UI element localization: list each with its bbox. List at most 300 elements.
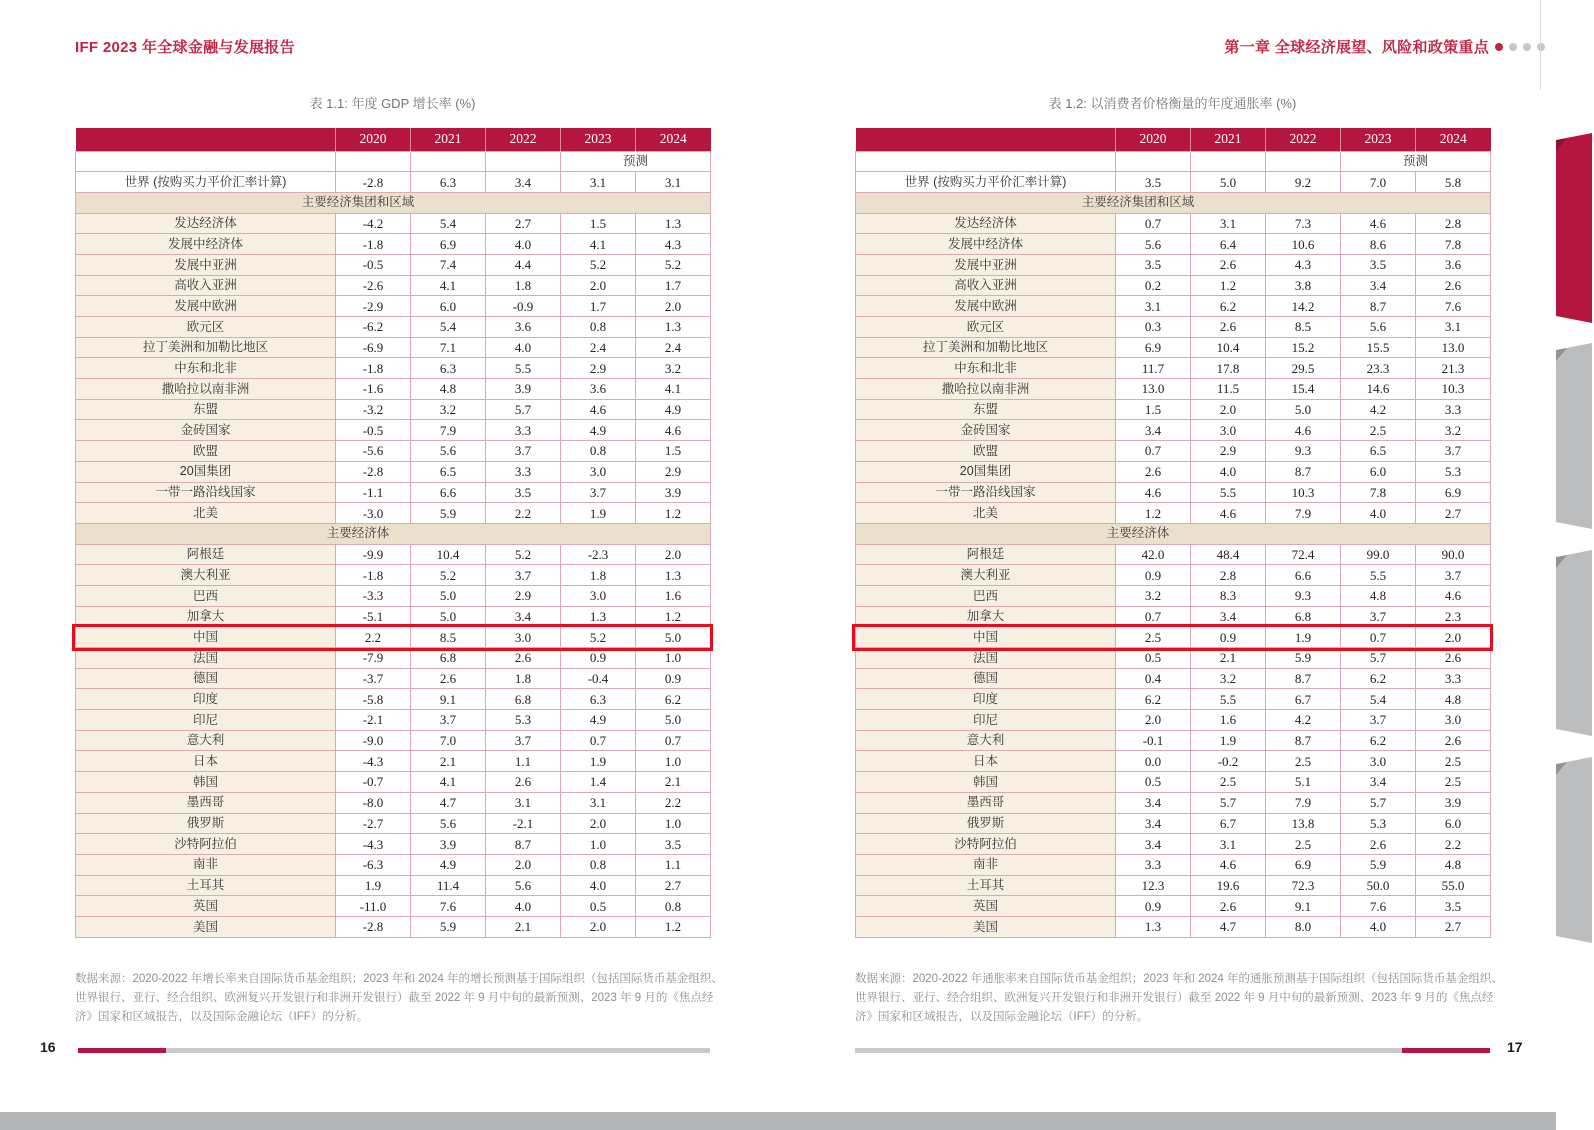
value-cell: 2.5 [1416,751,1491,772]
value-cell: 72.3 [1266,875,1341,896]
value-cell: 6.2 [636,689,711,710]
value-cell: 4.1 [561,234,636,255]
value-cell: 2.7 [636,875,711,896]
table-row [76,234,711,255]
value-cell: 5.2 [411,565,486,586]
table-row [856,254,1491,275]
row-label-cell: 沙特阿拉伯 [856,834,1116,855]
value-cell: 8.3 [1191,585,1266,606]
forecast-row [76,151,711,172]
table-row [856,730,1491,751]
value-cell: 3.4 [1116,792,1191,813]
row-label-cell: 英国 [856,896,1116,917]
value-cell: 1.0 [636,813,711,834]
value-cell: 15.2 [1266,337,1341,358]
value-cell: 3.8 [1266,275,1341,296]
value-cell: 2.1 [1191,648,1266,669]
value-cell: 4.8 [411,379,486,400]
value-cell: 1.5 [561,213,636,234]
section-header-cell: 主要经济体 [76,523,711,544]
table-row [76,627,711,648]
value-cell: 3.9 [411,834,486,855]
tab-fold-shadow [1556,555,1567,568]
value-cell: 6.9 [1416,482,1491,503]
table-row [76,420,711,441]
row-label-cell: 北美 [856,503,1116,524]
value-cell: 0.7 [1116,213,1191,234]
table-row [856,565,1491,586]
value-cell: 6.6 [1266,565,1341,586]
table-row [856,234,1491,255]
value-cell: 4.6 [1191,854,1266,875]
value-cell: 4.8 [1416,689,1491,710]
bookmark-tab-active[interactable] [1556,133,1592,323]
value-cell: 14.6 [1341,379,1416,400]
row-label-cell: 德国 [76,668,336,689]
value-cell: 3.4 [1116,834,1191,855]
row-label-cell: 东盟 [76,399,336,420]
page-number-right: 17 [1507,1039,1523,1055]
year-header-cell: 2021 [1191,128,1266,151]
value-cell: 2.5 [1116,627,1191,648]
row-label-cell: 意大利 [856,730,1116,751]
value-cell: 1.9 [1191,730,1266,751]
value-cell: 6.9 [411,234,486,255]
value-cell: 7.1 [411,337,486,358]
value-cell: 6.3 [561,689,636,710]
value-cell: 2.7 [1416,503,1491,524]
table-row [856,854,1491,875]
value-cell: 7.6 [1341,896,1416,917]
value-cell: 23.3 [1341,358,1416,379]
value-cell: -3.3 [336,585,411,606]
table-row [76,896,711,917]
row-label-cell: 德国 [856,668,1116,689]
value-cell: 13.0 [1116,379,1191,400]
value-cell: 15.5 [1341,337,1416,358]
table-row [856,751,1491,772]
value-cell: 7.9 [411,420,486,441]
value-cell: 4.7 [411,792,486,813]
value-cell: 3.1 [561,792,636,813]
value-cell: 3.3 [1416,668,1491,689]
value-cell: 5.9 [411,503,486,524]
empty-cell [411,151,486,172]
value-cell: 4.1 [636,379,711,400]
value-cell: -3.7 [336,668,411,689]
value-cell: 4.9 [636,399,711,420]
value-cell: 1.2 [636,916,711,937]
section-header-cell: 主要经济集团和区域 [76,192,711,213]
year-header-cell: 2021 [411,128,486,151]
value-cell: -5.6 [336,441,411,462]
row-label-cell: 世界 (按购买力平价汇率计算) [856,172,1116,193]
row-label-cell: 东盟 [856,399,1116,420]
value-cell: -4.3 [336,834,411,855]
value-cell: 21.3 [1416,358,1491,379]
value-cell: 1.2 [636,503,711,524]
value-cell: 4.6 [1266,420,1341,441]
value-cell: -1.8 [336,565,411,586]
value-cell: 13.8 [1266,813,1341,834]
row-label-cell: 日本 [856,751,1116,772]
table-row [856,585,1491,606]
value-cell: -9.0 [336,730,411,751]
value-cell: 1.2 [1116,503,1191,524]
value-cell: 4.9 [561,420,636,441]
table-2-title: 表 1.2: 以消费者价格衡量的年度通胀率 (%) [1048,96,1297,111]
value-cell: -1.1 [336,482,411,503]
value-cell: 1.9 [561,751,636,772]
value-cell: 3.7 [561,482,636,503]
value-cell: 1.8 [561,565,636,586]
row-label-cell: 印尼 [76,710,336,731]
value-cell: 2.5 [1266,834,1341,855]
table-row [856,896,1491,917]
value-cell: 12.3 [1116,875,1191,896]
value-cell: 2.6 [1416,730,1491,751]
value-cell: 10.3 [1266,482,1341,503]
value-cell: 11.5 [1191,379,1266,400]
world-row [76,172,711,193]
value-cell: 2.0 [1116,710,1191,731]
value-cell: 2.9 [1191,441,1266,462]
empty-cell [1191,151,1266,172]
tab-fold-shadow [1556,762,1567,775]
value-cell: -2.8 [336,916,411,937]
value-cell: 5.6 [1341,317,1416,338]
value-cell: 0.5 [1116,772,1191,793]
row-label-cell: 巴西 [856,585,1116,606]
value-cell: 6.0 [1416,813,1491,834]
value-cell: 5.0 [411,606,486,627]
section-header-row [76,192,711,213]
value-cell: -2.8 [336,461,411,482]
empty-cell [1266,151,1341,172]
value-cell: 7.9 [1266,792,1341,813]
value-cell: 4.6 [1116,482,1191,503]
tab-fold-shadow [1556,348,1567,361]
value-cell: 6.2 [1341,668,1416,689]
value-cell: 5.7 [1191,792,1266,813]
value-cell: 3.3 [486,461,561,482]
value-cell: 2.6 [1191,896,1266,917]
value-cell: 3.0 [486,627,561,648]
value-cell: 3.5 [636,834,711,855]
bookmark-tab[interactable] [1556,343,1592,529]
row-label-cell: 巴西 [76,585,336,606]
value-cell: 2.5 [1266,751,1341,772]
value-cell: 2.6 [486,772,561,793]
value-cell: 2.0 [1416,627,1491,648]
page-footer-bar-accent [1402,1048,1490,1053]
table-row [76,317,711,338]
row-label-cell: 澳大利亚 [856,565,1116,586]
row-label-cell: 撒哈拉以南非洲 [856,379,1116,400]
value-cell: 1.7 [561,296,636,317]
value-cell: 6.0 [411,296,486,317]
table-row [76,606,711,627]
value-cell: 6.0 [1341,461,1416,482]
value-cell: 2.0 [636,544,711,565]
value-cell: 5.7 [1341,792,1416,813]
value-cell: 3.2 [1416,420,1491,441]
table-row [856,379,1491,400]
value-cell: 5.0 [1191,172,1266,193]
bookmark-tab[interactable] [1556,757,1592,943]
value-cell: 3.7 [1416,565,1491,586]
value-cell: 3.0 [1341,751,1416,772]
table-row [856,358,1491,379]
value-cell: 8.5 [411,627,486,648]
row-label-cell: 南非 [856,854,1116,875]
value-cell: 2.3 [1416,606,1491,627]
value-cell: 4.0 [486,896,561,917]
year-header-row [76,128,711,151]
value-cell: 2.0 [1191,399,1266,420]
value-cell: 2.6 [486,648,561,669]
value-cell: 1.5 [636,441,711,462]
value-cell: 2.9 [486,585,561,606]
table-row [76,710,711,731]
value-cell: 11.7 [1116,358,1191,379]
value-cell: 1.0 [636,751,711,772]
value-cell: 1.1 [636,854,711,875]
value-cell: 10.4 [1191,337,1266,358]
row-label-cell: 韩国 [856,772,1116,793]
value-cell: 8.7 [486,834,561,855]
row-label-cell: 法国 [76,648,336,669]
value-cell: 7.9 [1266,503,1341,524]
row-label-cell: 意大利 [76,730,336,751]
value-cell: 2.8 [1191,565,1266,586]
table-row [856,317,1491,338]
table-row [76,751,711,772]
value-cell: 3.9 [1416,792,1491,813]
chapter-header [1224,36,1545,57]
value-cell: 4.2 [1341,399,1416,420]
value-cell: 0.7 [1116,606,1191,627]
value-cell: 2.4 [636,337,711,358]
value-cell: 5.8 [1416,172,1491,193]
table-2-source-note: 数据来源：2020-2022 年通胀率来自国际货币基金组织；2023 年和 2024 年的通胀预测基于国际组织（包括国际货币基金组织、世界银行、亚行、经合组织、欧洲复兴开发银行和非洲开发银行）截至 2022 年 9 月中旬的最新预测、2023 年 9 月的《焦点经济》国家和区域报告，以及国际金融论坛（IFF）的分析。 [855,973,1503,1023]
value-cell: 5.0 [636,627,711,648]
value-cell: 5.3 [486,710,561,731]
row-label-cell: 发展中欧洲 [76,296,336,317]
value-cell: 1.7 [636,275,711,296]
value-cell: 5.0 [1266,399,1341,420]
value-cell: 3.4 [1191,606,1266,627]
value-cell: 1.3 [636,317,711,338]
value-cell: 2.8 [1416,213,1491,234]
value-cell: 1.3 [636,213,711,234]
year-header-cell: 2022 [486,128,561,151]
value-cell: 3.9 [486,379,561,400]
page-edge-line [1540,0,1541,90]
year-header-cell: 2023 [561,128,636,151]
row-label-cell: 美国 [856,916,1116,937]
data-table [855,128,1491,938]
value-cell: 1.3 [1116,916,1191,937]
row-label-cell: 沙特阿拉伯 [76,834,336,855]
table-row [856,337,1491,358]
row-label-cell: 中国 [856,627,1116,648]
value-cell: -0.7 [336,772,411,793]
row-label-cell: 阿根廷 [76,544,336,565]
value-cell: 3.9 [636,482,711,503]
row-label-cell: 欧盟 [76,441,336,462]
value-cell: 5.6 [411,813,486,834]
value-cell: -7.9 [336,648,411,669]
value-cell: 5.4 [411,213,486,234]
value-cell: 7.4 [411,254,486,275]
value-cell: 4.8 [1416,854,1491,875]
table-row [856,710,1491,731]
value-cell: 3.4 [1341,772,1416,793]
value-cell: -11.0 [336,896,411,917]
value-cell: 6.8 [411,648,486,669]
value-cell: 7.8 [1341,482,1416,503]
value-cell: 2.0 [561,813,636,834]
value-cell: 2.1 [486,916,561,937]
value-cell: 2.6 [1416,648,1491,669]
bookmark-tab[interactable] [1556,550,1592,736]
row-label-cell: 高收入亚洲 [76,275,336,296]
value-cell: 72.4 [1266,544,1341,565]
table-row [76,813,711,834]
year-header-cell: 2023 [1341,128,1416,151]
tab-fold-shadow [1556,138,1567,151]
value-cell: 3.1 [486,792,561,813]
value-cell: -2.1 [486,813,561,834]
value-cell: 5.6 [486,875,561,896]
value-cell: 3.7 [486,565,561,586]
year-header-cell: 2024 [1416,128,1491,151]
row-label-cell: 高收入亚洲 [856,275,1116,296]
value-cell: 2.7 [1416,916,1491,937]
chapter-progress-dot [1509,43,1517,51]
forecast-label-cell: 预测 [1341,151,1491,172]
value-cell: 2.0 [561,275,636,296]
row-label-cell: 墨西哥 [76,792,336,813]
value-cell: 8.7 [1266,668,1341,689]
value-cell: 4.3 [1266,254,1341,275]
year-header-cell: 2020 [336,128,411,151]
value-cell: 3.4 [486,606,561,627]
value-cell: 13.0 [1416,337,1491,358]
value-cell: 2.6 [411,668,486,689]
row-label-cell: 撒哈拉以南非洲 [76,379,336,400]
value-cell: 1.1 [486,751,561,772]
value-cell: 3.0 [1416,710,1491,731]
value-cell: 5.2 [561,254,636,275]
value-cell: -1.8 [336,358,411,379]
table-row [76,213,711,234]
value-cell: 10.3 [1416,379,1491,400]
value-cell: 0.7 [636,730,711,751]
row-label-cell: 美国 [76,916,336,937]
value-cell: 3.7 [411,710,486,731]
value-cell: 3.4 [1116,420,1191,441]
value-cell: 4.6 [1341,213,1416,234]
year-header-cell: 2020 [1116,128,1191,151]
value-cell: 2.6 [1191,254,1266,275]
value-cell: 5.5 [1341,565,1416,586]
table-row [76,441,711,462]
value-cell: 3.4 [486,172,561,193]
value-cell: 4.1 [411,772,486,793]
value-cell: 5.4 [411,317,486,338]
screenshot-bottom-strip [0,1112,1556,1130]
value-cell: 2.9 [561,358,636,379]
value-cell: 3.5 [1116,254,1191,275]
value-cell: 0.7 [561,730,636,751]
value-cell: 5.5 [486,358,561,379]
value-cell: 5.2 [486,544,561,565]
value-cell: 4.9 [411,854,486,875]
table-row [76,875,711,896]
value-cell: 1.2 [636,606,711,627]
value-cell: 0.8 [561,854,636,875]
value-cell: 14.2 [1266,296,1341,317]
inflation-table [855,128,1490,938]
value-cell: 1.5 [1116,399,1191,420]
table-row [76,379,711,400]
table-row [76,730,711,751]
chapter-title: 第一章 全球经济展望、风险和政策重点 [1224,39,1489,56]
value-cell: 4.6 [1191,503,1266,524]
value-cell: 8.0 [1266,916,1341,937]
row-label-cell: 印度 [856,689,1116,710]
year-header-row [856,128,1491,151]
row-label-cell: 发展中欧洲 [856,296,1116,317]
value-cell: 10.4 [411,544,486,565]
value-cell: 2.0 [486,854,561,875]
value-cell: 0.9 [636,668,711,689]
row-label-cell: 中东和北非 [76,358,336,379]
value-cell: 0.9 [561,648,636,669]
value-cell: 15.4 [1266,379,1341,400]
table-row [856,875,1491,896]
table-row [76,461,711,482]
value-cell: 6.3 [411,358,486,379]
section-header-cell: 主要经济体 [856,523,1491,544]
value-cell: 4.0 [1191,461,1266,482]
value-cell: 2.2 [336,627,411,648]
value-cell: 19.6 [1191,875,1266,896]
value-cell: 3.1 [1116,296,1191,317]
header-corner-cell [76,128,336,151]
value-cell: 3.1 [1416,317,1491,338]
table-row [856,544,1491,565]
page-number-left: 16 [40,1039,56,1055]
value-cell: 0.0 [1116,751,1191,772]
value-cell: 6.9 [1116,337,1191,358]
value-cell: 29.5 [1266,358,1341,379]
value-cell: 7.6 [1416,296,1491,317]
table-row [76,854,711,875]
value-cell: 1.8 [486,668,561,689]
value-cell: -4.2 [336,213,411,234]
row-label-cell: 20国集团 [856,461,1116,482]
row-label-cell: 金砖国家 [76,420,336,441]
value-cell: 5.4 [1341,689,1416,710]
value-cell: 4.1 [411,275,486,296]
value-cell: 3.0 [561,461,636,482]
value-cell: 3.2 [636,358,711,379]
value-cell: 5.0 [411,585,486,606]
value-cell: 1.9 [336,875,411,896]
